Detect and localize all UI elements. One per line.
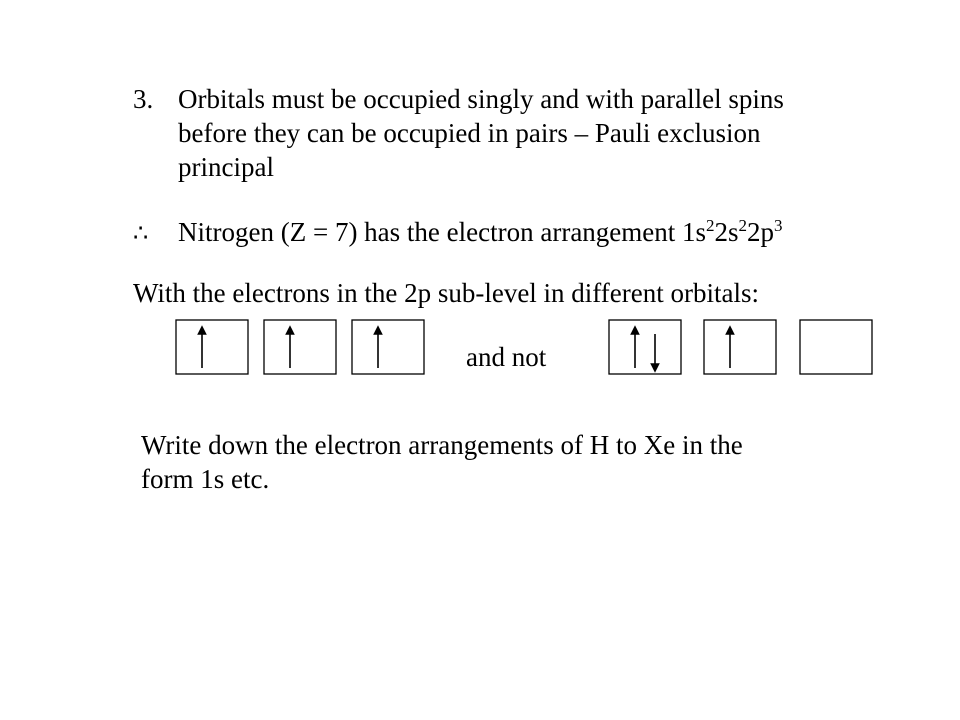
nitrogen-subshell: 2s xyxy=(714,217,739,247)
rule-line: principal xyxy=(178,152,274,182)
correct-orbital-box xyxy=(264,320,336,374)
therefore-symbol: ∴ xyxy=(133,219,149,247)
correct-orbital-box xyxy=(176,320,248,374)
task-line: Write down the electron arrangements of H to Xe in the xyxy=(141,430,743,460)
rule-line: before they can be occupied in pairs – Pauli exclusion xyxy=(178,118,761,148)
task-line: form 1s etc. xyxy=(141,464,270,494)
superscript: 2 xyxy=(738,216,748,235)
incorrect-orbital-box xyxy=(609,320,681,374)
incorrect-orbital-box xyxy=(800,320,872,374)
rule-number: 3. xyxy=(133,84,154,114)
task-text xyxy=(141,428,743,496)
nitrogen-text: Nitrogen (Z = 7) has the electron arrangement 1s xyxy=(178,217,707,247)
nitrogen-subshell: 2p xyxy=(747,217,775,247)
superscript: 3 xyxy=(774,216,783,235)
statement-text: With the electrons in the 2p sub-level in different orbitals: xyxy=(133,278,759,308)
separator-text: and not xyxy=(466,342,547,372)
superscript: 2 xyxy=(706,216,715,235)
rule-line: Orbitals must be occupied singly and with parallel spins xyxy=(178,84,784,114)
correct-orbital-box xyxy=(352,320,424,374)
incorrect-orbital-box xyxy=(704,320,776,374)
